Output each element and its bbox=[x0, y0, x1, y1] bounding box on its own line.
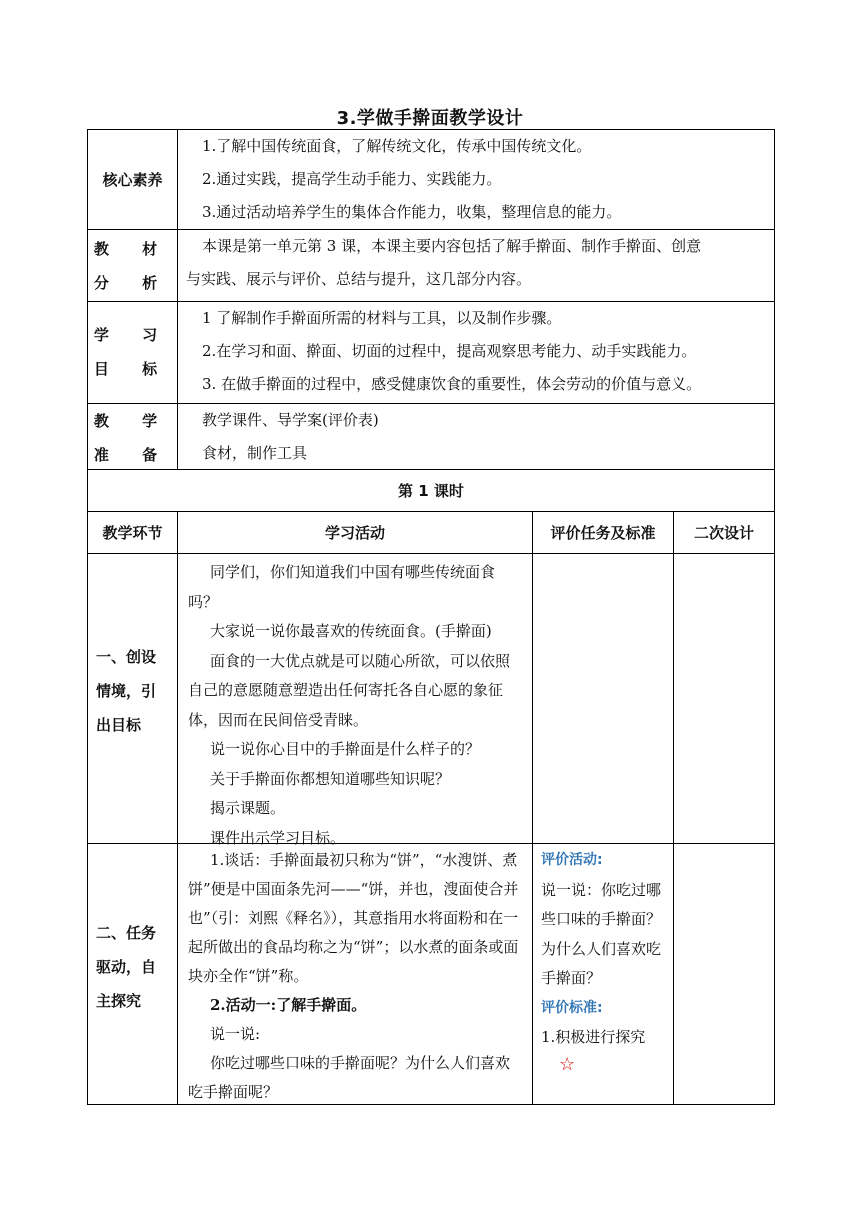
stage1-label-cell bbox=[88, 554, 178, 844]
core-item-3: 3.通过活动培养学生的集体合作能力，收集，整理信息的能力。 bbox=[202, 203, 622, 221]
material-label-1: 教 材 bbox=[93, 240, 172, 258]
goal-item-3: 3. 在做手擀面的过程中，感受健康饮食的重要性，体会劳动的价值与意义。 bbox=[202, 375, 702, 393]
core-label-cell bbox=[88, 130, 178, 230]
core-item-2: 2.通过实践，提高学生动手能力、实践能力。 bbox=[202, 170, 502, 188]
material-line-1: 本课是第一单元第 3 课，本课主要内容包括了解手擀面、制作手擀面、创意 bbox=[202, 237, 702, 255]
prep-item-1: 教学课件、导学案(评价表) bbox=[202, 411, 379, 429]
stage2-label-3: 主探究 bbox=[96, 992, 142, 1010]
stage2-say: 说一说: bbox=[210, 1025, 261, 1043]
prep-item-2: 食材，制作工具 bbox=[202, 444, 308, 462]
stage1-para-7: 课件出示学习目标。 bbox=[210, 828, 346, 847]
eval-standard-item: 1.积极进行探究 bbox=[541, 1028, 646, 1046]
stage1-para-4: 说一说你心目中的手擀面是什么样子的？ bbox=[210, 740, 481, 758]
goal-item-1: 1 了解制作手擀面所需的材料与工具，以及制作步骤。 bbox=[202, 309, 562, 327]
header-activity-cell bbox=[178, 512, 533, 554]
lesson-label: 第 1 课时 bbox=[398, 482, 464, 500]
prep-content-cell bbox=[178, 404, 775, 470]
goal-item-2: 2.在学习和面、擀面、切面的过程中，提高观察思考能力、动手实践能力。 bbox=[202, 342, 697, 360]
stage1-para-2: 大家说一说你最喜欢的传统面食。(手擀面) bbox=[210, 622, 492, 640]
eval-standard-title: 评价标准: bbox=[541, 999, 603, 1016]
material-label-cell bbox=[88, 230, 178, 302]
material-content-cell bbox=[178, 230, 775, 302]
stage1-redesign-cell bbox=[674, 554, 775, 844]
stage2-question: 你吃过哪些口味的手擀面呢？为什么人们喜欢吃手擀面呢？ bbox=[188, 1054, 511, 1101]
stage1-label-1: 一、创设 bbox=[96, 648, 157, 666]
prep-label-cell bbox=[88, 404, 178, 470]
star-icon: ☆ bbox=[559, 1053, 576, 1075]
stage2-activity-cell bbox=[178, 844, 533, 1105]
stage1-evaluation-cell bbox=[533, 554, 674, 844]
lesson-row bbox=[88, 470, 775, 512]
stage1-para-1: 同学们，你们知道我们中国有哪些传统面食吗？ bbox=[188, 563, 496, 611]
eval-activity-title: 评价活动: bbox=[541, 852, 603, 868]
prep-label-2: 准 备 bbox=[93, 446, 172, 464]
goals-content-cell bbox=[178, 302, 775, 404]
goals-label-1: 学 习 bbox=[93, 326, 172, 344]
stage2-redesign-cell bbox=[674, 844, 775, 1105]
material-label-2: 分 析 bbox=[93, 274, 172, 292]
header-stage: 教学环节 bbox=[102, 524, 163, 542]
header-redesign-cell bbox=[674, 512, 775, 554]
stage2-activity-title: 2.活动一:了解手擀面。 bbox=[210, 996, 367, 1014]
stage1-label-3: 出目标 bbox=[96, 716, 142, 734]
stage2-label-1: 二、任务 bbox=[96, 924, 157, 942]
stage1-para-5: 关于手擀面你都想知道哪些知识呢？ bbox=[210, 769, 451, 788]
core-item-1: 1.了解中国传统面食，了解传统文化，传承中国传统文化。 bbox=[202, 137, 592, 155]
eval-activity-text: 说一说：你吃过哪些口味的手擀面？为什么人们喜欢吃手擀面？ bbox=[541, 880, 662, 987]
header-evaluation: 评价任务及标准 bbox=[550, 524, 656, 542]
header-stage-cell bbox=[88, 512, 178, 554]
goals-label-2: 目 标 bbox=[93, 360, 172, 378]
goals-label-cell bbox=[88, 302, 178, 404]
stage1-label-2: 情境，引 bbox=[96, 682, 157, 700]
stage1-para-6: 揭示课题。 bbox=[210, 799, 286, 817]
material-line-2: 与实践、展示与评价、总结与提升，这几部分内容。 bbox=[186, 270, 532, 288]
prep-label-1: 教 学 bbox=[93, 412, 172, 430]
header-redesign: 二次设计 bbox=[693, 524, 754, 542]
stage2-label-cell bbox=[88, 844, 178, 1105]
header-activity: 学习活动 bbox=[324, 524, 385, 542]
core-content-cell bbox=[178, 130, 775, 230]
stage2-label-2: 驱动，自 bbox=[96, 958, 157, 976]
document-title: 3.学做手擀面教学设计 bbox=[336, 108, 524, 129]
lesson-plan-table bbox=[87, 129, 775, 1105]
core-label: 核心素养 bbox=[102, 171, 163, 189]
stage2-evaluation-cell bbox=[533, 844, 674, 1105]
stage1-activity-cell bbox=[178, 554, 533, 847]
stage2-talk: 1.谈话：手擀面最初只称为“饼”，“水溲饼、煮饼”便是中国面条先河——“饼，并也，溲面使合并也”（引：刘熙《释名》），其意指用水将面粉和在一起所做出的食品均称之为“饼”；以水煮的面条或面块亦全作“饼”称。 bbox=[188, 851, 519, 985]
stage1-para-3: 面食的一大优点就是可以随心所欲，可以依照自己的意愿随意塑造出任何寄托各自心愿的象征体，因而在民间倍受青睐。 bbox=[188, 651, 511, 729]
header-evaluation-cell bbox=[533, 512, 674, 554]
